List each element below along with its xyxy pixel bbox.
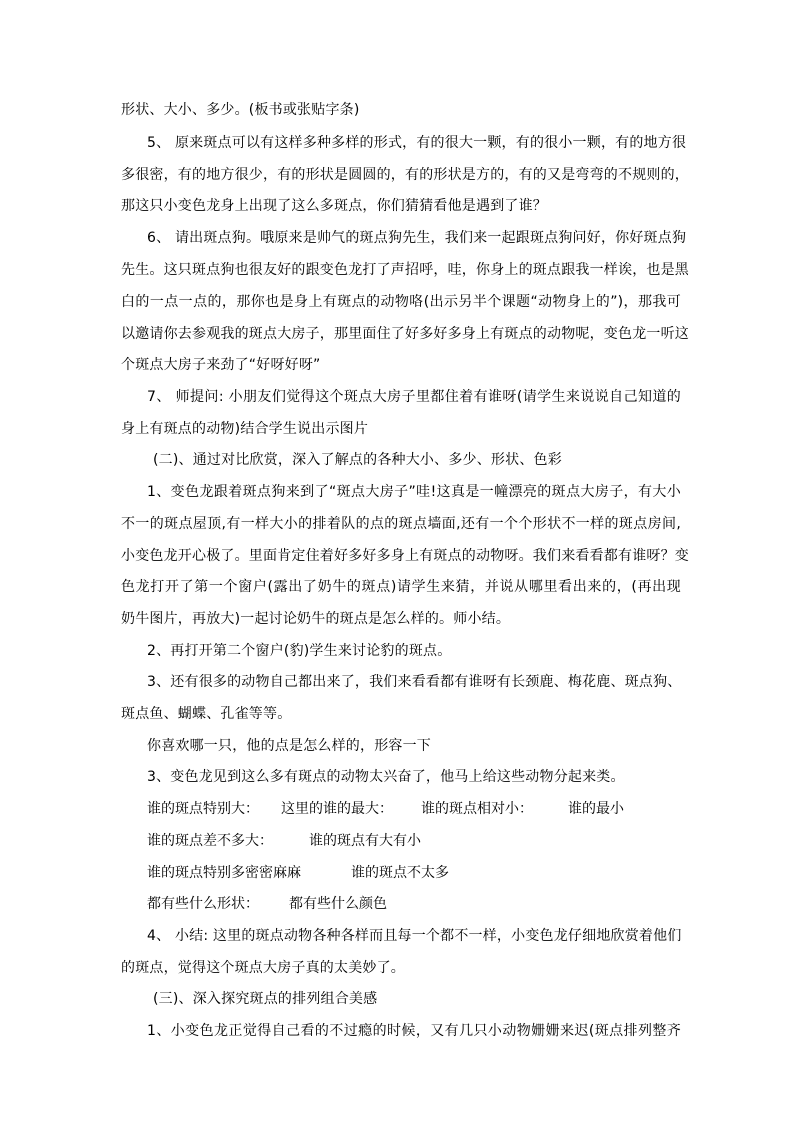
category-item: 谁的斑点相对小： — [421, 801, 533, 817]
category-item: 都有些什么颜色 — [289, 896, 387, 912]
section-2-p4-line-2: 的斑点，觉得这个斑点大房子真的太美妙了。 — [121, 960, 405, 976]
section-2-p1-line-3: 小变色龙开心极了。里面肯定住着好多好多身上有斑点的动物呀。我们来看看都有谁呀？变 — [121, 548, 689, 564]
question-like: 你喜欢哪一只，他的点是怎么样的，形容一下 — [147, 738, 431, 754]
section-2-p2: 2、再打开第二个窗户(豹)学生来讨论豹的斑点。 — [147, 643, 452, 659]
section-2-p1-line-1: 1、变色龙跟着斑点狗来到了“斑点大房子”哇!这真是一幢漂亮的斑点大房子，有大小 — [147, 484, 681, 500]
paragraph-5-line-1: 5、 原来斑点可以有这样多种多样的形式，有的很大一颗，有的很小一颗，有的地方很 — [147, 135, 687, 151]
section-2-p3-line-2: 斑点鱼、蝴蝶、孔雀等等。 — [121, 706, 292, 722]
category-item: 谁的斑点特别多密密麻麻 — [147, 865, 301, 881]
section-3-p1-line-1: 1、小变色龙正觉得自己看的不过瘾的时候，又有几只小动物姗姗来迟(斑点排列整齐 — [147, 1023, 681, 1039]
paragraph-7-line-1: 7、 师提问: 小朋友们觉得这个斑点大房子里都住着有谁呀(请学生来说说自己知道的 — [147, 389, 681, 405]
section-2-p1-line-5: 奶牛图片，再放大)一起讨论奶牛的斑点是怎么样的。师小结。 — [121, 611, 511, 627]
paragraph-7-line-2: 身上有斑点的动物)结合学生说出示图片 — [121, 421, 369, 437]
paragraph-6-line-2: 先生。这只斑点狗也很友好的跟变色龙打了声招呼，哇，你身上的斑点跟我一样诶，也是黑 — [121, 262, 689, 278]
category-item: 谁的最小 — [568, 801, 624, 817]
category-item: 都有些什么形状： — [147, 896, 259, 912]
section-2-p3b: 3、变色龙见到这么多有斑点的动物太兴奋了，他马上给这些动物分起来类。 — [147, 769, 625, 785]
section-2-p4-line-1: 4、 小结: 这里的斑点动物各种各样而且每一个都不一样，小变色龙仔细地欣赏着他们 — [147, 928, 682, 944]
section-2-heading: (二)、通过对比欣赏，深入了解点的各种大小、多少、形状、色彩 — [153, 452, 562, 468]
section-2-p1-line-4: 色龙打开了第一个窗户(露出了奶牛的斑点)请学生来猜，并说从哪里看出来的，(再出现 — [121, 579, 681, 595]
category-item: 这里的谁的最大： — [281, 801, 393, 817]
category-item: 谁的斑点差不多大： — [147, 833, 273, 849]
category-item: 谁的斑点特别大： — [147, 801, 259, 817]
paragraph-line: 形状、大小、多少。(板书或张贴字条) — [121, 102, 360, 118]
section-3-heading: (三)、深入探究斑点的排列组合美感 — [153, 991, 378, 1007]
category-item: 谁的斑点不太多 — [351, 865, 449, 881]
paragraph-6-line-3: 白的一点一点的，那你也是身上有斑点的动物咯(出示另半个课题“动物身上的”)，那我可 — [121, 294, 681, 310]
paragraph-5-line-2: 多很密，有的地方很少，有的形状是圆圆的，有的形状是方的，有的又是弯弯的不规则的， — [121, 167, 689, 183]
paragraph-6-line-5: 个斑点大房子来劲了“好呀好呀” — [121, 357, 321, 373]
paragraph-6-line-4: 以邀请你去参观我的斑点大房子，那里面住了好多好多身上有斑点的动物呢，变色龙一听这 — [121, 326, 689, 342]
paragraph-6-line-1: 6、 请出斑点狗。哦原来是帅气的斑点狗先生，我们来一起跟斑点狗问好，你好斑点狗 — [147, 230, 687, 246]
category-item: 谁的斑点有大有小 — [309, 833, 421, 849]
section-2-p3-line-1: 3、还有很多的动物自己都出来了，我们来看看都有谁呀有长颈鹿、梅花鹿、斑点狗、 — [147, 674, 682, 690]
paragraph-5-line-3: 那这只小变色龙身上出现了这么多斑点，你们猜猜看他是遇到了谁？ — [121, 198, 547, 214]
section-2-p1-line-2: 不一的斑点屋顶,有一样大小的排着队的点的斑点墙面,还有一个个形状不一样的斑点房间, — [121, 516, 681, 532]
